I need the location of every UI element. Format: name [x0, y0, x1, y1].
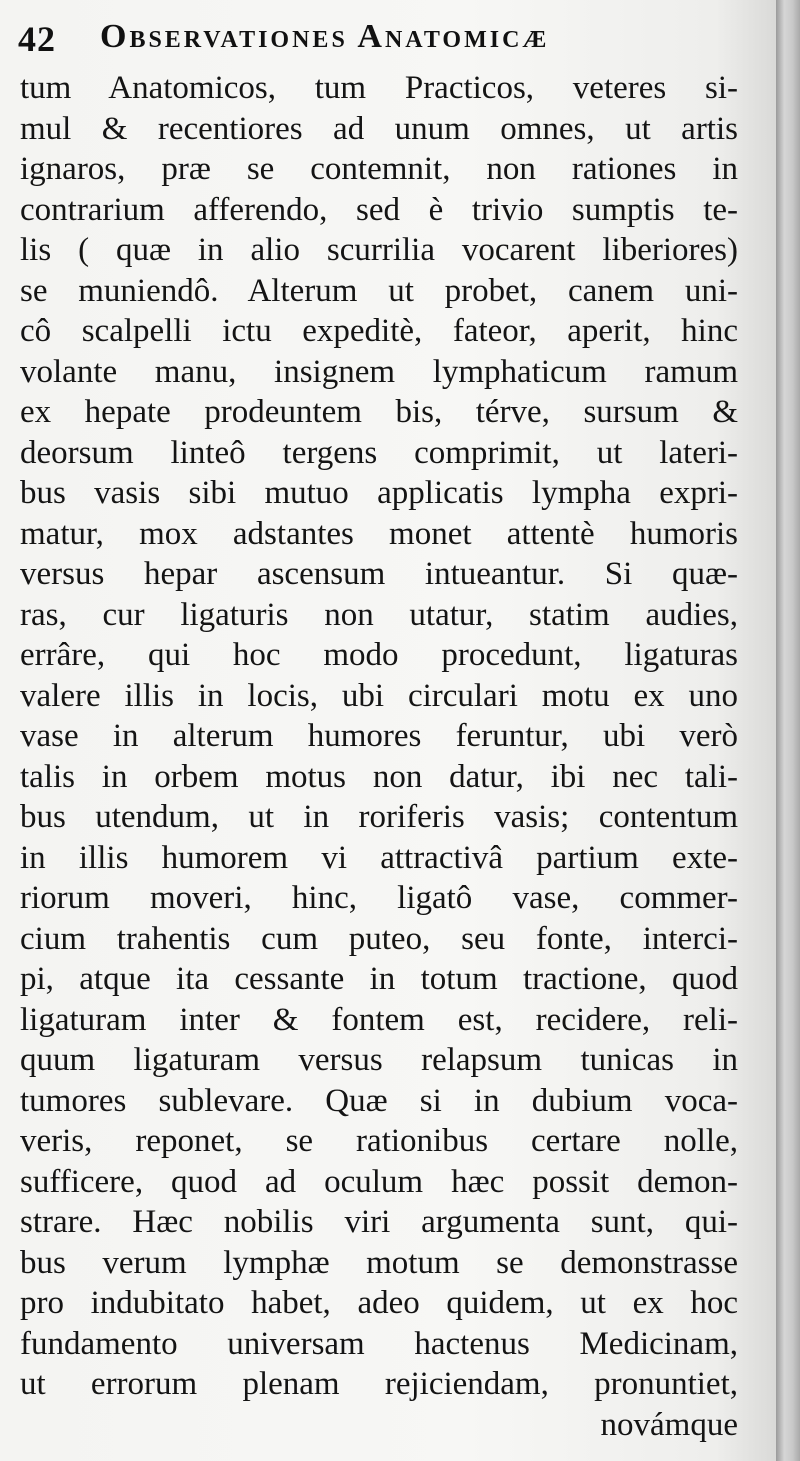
text-line: volante manu, insignem lymphaticum ramum	[20, 353, 738, 390]
text-line: valere illis in locis, ubi circulari motu ex uno	[20, 677, 738, 714]
text-line: strare. Hæc nobilis viri argumenta sunt, qui-	[20, 1204, 738, 1240]
text-line: versus hepar ascensum intueantur. Si quæ-	[20, 556, 738, 592]
text-line: deorsum linteô tergens comprimit, ut lateri-	[20, 434, 738, 471]
text-line: lis ( quæ in alio scurrilia vocarent liberiores)	[20, 232, 738, 268]
text-line: pi, atque ita cessante in totum tractione, quod	[20, 961, 738, 997]
text-line: veris, reponet, se rationibus certare nolle,	[20, 1123, 738, 1159]
text-line: in illis humorem vi attractivâ partium exte-	[20, 839, 738, 876]
text-line: ligaturam inter & fontem est, recidere, reli-	[20, 1001, 738, 1038]
running-title: Observationes Anatomicæ	[100, 18, 550, 55]
catchword: novámque	[600, 1406, 738, 1443]
text-line: mul & recentiores ad unum omnes, ut artis	[20, 110, 738, 147]
text-line: ut errorum plenam rejiciendam, pronuntiet,	[20, 1366, 738, 1402]
page-header	[18, 14, 758, 64]
text-line: tumores sublevare. Quæ si in dubium voca-	[20, 1082, 738, 1119]
text-line: riorum moveri, hinc, ligatô vase, commer-	[20, 880, 738, 916]
text-line: fundamento universam hactenus Medicinam,	[20, 1325, 738, 1362]
text-line: bus utendum, ut in roriferis vasis; contentum	[20, 799, 738, 835]
text-line: cium trahentis cum puteo, seu fonte, interci-	[20, 920, 738, 957]
text-line: pro indubitato habet, adeo quidem, ut ex hoc	[20, 1285, 738, 1321]
text-line: cô scalpelli ictu expeditè, fateor, aperit, hinc	[20, 313, 738, 349]
text-line: tum Anatomicos, tum Practicos, veteres si-	[20, 70, 738, 106]
text-line: ras, cur ligaturis non utatur, statim audies,	[20, 596, 738, 633]
text-line: bus verum lymphæ motum se demonstrasse	[20, 1244, 738, 1281]
text-line: bus vasis sibi mutuo applicatis lympha expri-	[20, 475, 738, 511]
text-line: quum ligaturam versus relapsum tunicas in	[20, 1042, 738, 1078]
text-line: contrarium afferendo, sed è trivio sumptis te-	[20, 191, 738, 228]
text-line: vase in alterum humores feruntur, ubi verò	[20, 718, 738, 754]
text-line: se muniendô. Alterum ut probet, canem uni-	[20, 272, 738, 309]
text-line: sufficere, quod ad oculum hæc possit demon-	[20, 1163, 738, 1200]
page-number: 42	[18, 19, 56, 59]
text-line: ex hepate prodeuntem bis, térve, sursum &	[20, 394, 738, 430]
text-line: matur, mox adstantes monet attentè humoris	[20, 515, 738, 552]
text-line: errâre, qui hoc modo procedunt, ligaturas	[20, 637, 738, 673]
book-spine-edge	[776, 0, 800, 1461]
body-text	[20, 68, 738, 1445]
text-line: ignaros, præ se contemnit, non rationes in	[20, 151, 738, 187]
text-line: talis in orbem motus non datur, ibi nec tali-	[20, 758, 738, 795]
